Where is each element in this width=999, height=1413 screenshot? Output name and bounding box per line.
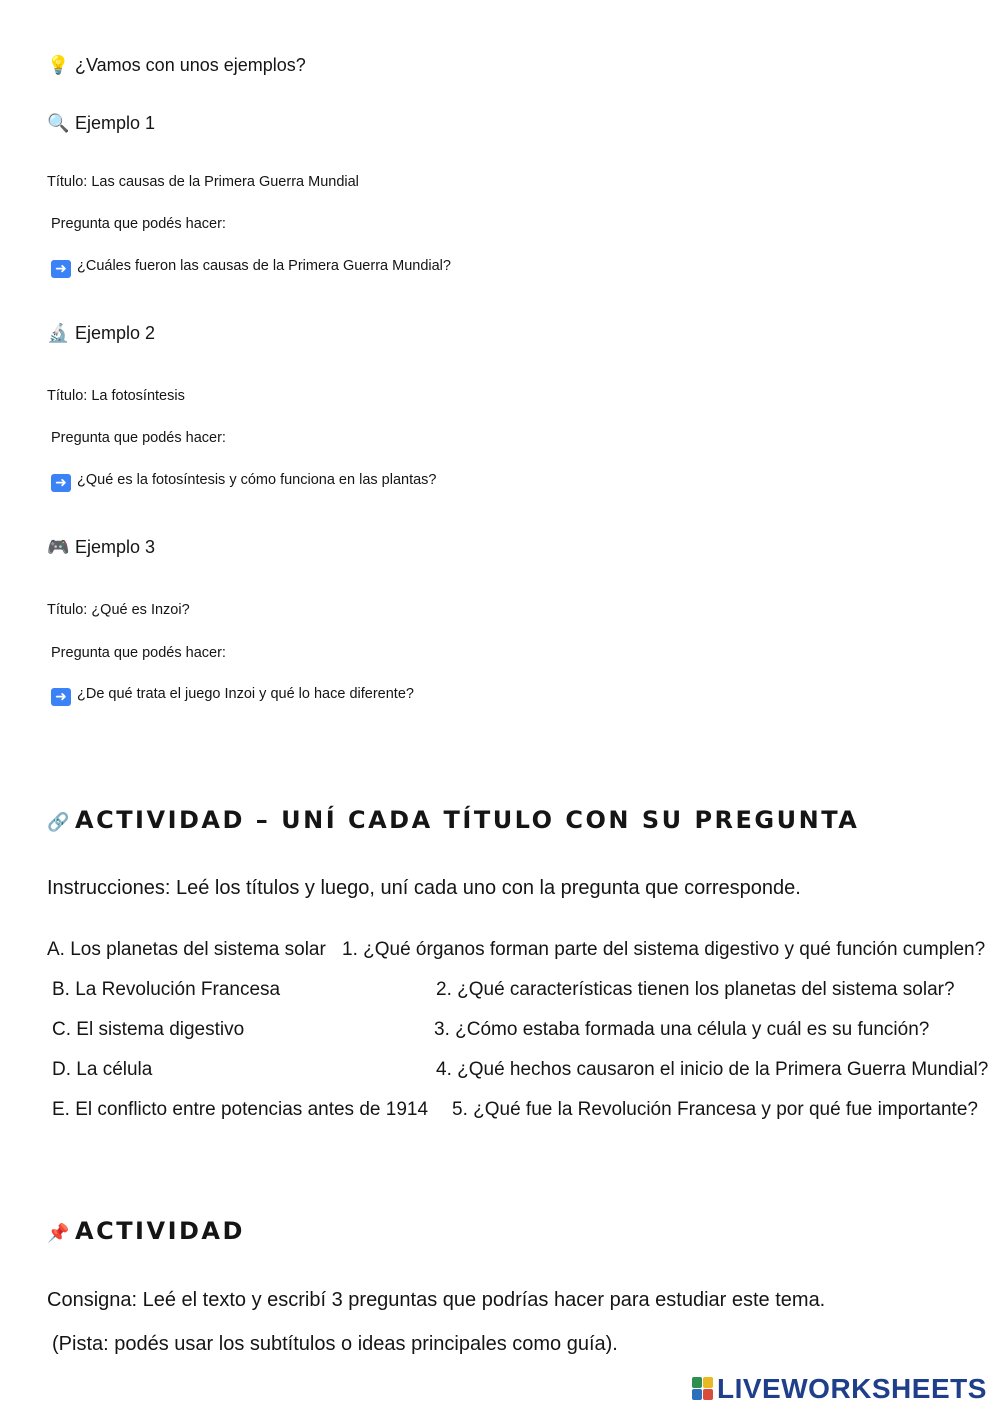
match-title-b[interactable]: B. La Revolución Francesa: [52, 979, 281, 1000]
liveworksheets-logo-icon: [692, 1377, 714, 1401]
pushpin-icon: 📌: [47, 1223, 72, 1244]
example-2-question: ➜ ¿Qué es la fotosíntesis y cómo funciona en las plantas?: [51, 472, 436, 492]
liveworksheets-logo: LIVEWORKSHEETS: [692, 1373, 987, 1405]
example-3-question: ➜ ¿De qué trata el juego Inzoi y qué lo hace diferente?: [51, 686, 414, 706]
activity-2-title: 📌 ACTIVIDAD: [47, 1217, 245, 1245]
match-title-c[interactable]: C. El sistema digestivo: [52, 1019, 245, 1040]
arrow-right-icon: ➜: [51, 688, 71, 706]
example-2-title: Título: La fotosíntesis: [47, 388, 185, 404]
example-2-heading: 🔬 Ejemplo 2: [47, 323, 156, 343]
arrow-right-icon: ➜: [51, 260, 71, 278]
example-3-heading: 🎮 Ejemplo 3: [47, 537, 156, 557]
example-1-title: Título: Las causas de la Primera Guerra Mundial: [47, 174, 359, 190]
match-title-e[interactable]: E. El conflicto entre potencias antes de 1914: [52, 1099, 429, 1120]
gamepad-icon: 🎮: [47, 537, 70, 557]
activity-2-consigna: Consigna: Leé el texto y escribí 3 preguntas que podrías hacer para estudiar este tema.: [47, 1289, 826, 1311]
match-question-3[interactable]: 3. ¿Cómo estaba formada una célula y cuál es su función?: [434, 1019, 930, 1040]
lightbulb-icon: 💡: [47, 55, 70, 75]
match-question-4[interactable]: 4. ¿Qué hechos causaron el inicio de la Primera Guerra Mundial?: [436, 1059, 989, 1080]
microscope-icon: 🔬: [47, 323, 70, 343]
magnifier-icon: 🔍: [47, 113, 70, 133]
example-2-question-label: Pregunta que podés hacer:: [51, 430, 226, 446]
link-icon: 🔗: [47, 812, 72, 833]
match-question-1[interactable]: 1. ¿Qué órganos forman parte del sistema digestivo y qué función cumplen?: [342, 939, 986, 960]
match-question-2[interactable]: 2. ¿Qué características tienen los planetas del sistema solar?: [436, 979, 955, 1000]
match-title-a[interactable]: A. Los planetas del sistema solar: [47, 939, 326, 960]
example-3-title: Título: ¿Qué es Inzoi?: [47, 602, 190, 618]
activity-1-instructions: Instrucciones: Leé los títulos y luego, uní cada uno con la pregunta que corresponde.: [47, 877, 801, 899]
activity-2-hint: (Pista: podés usar los subtítulos o ideas principales como guía).: [52, 1333, 618, 1355]
example-1-question: ➜ ¿Cuáles fueron las causas de la Primera Guerra Mundial?: [51, 258, 451, 278]
intro-heading: 💡 ¿Vamos con unos ejemplos?: [47, 55, 306, 75]
example-1-heading: 🔍 Ejemplo 1: [47, 113, 156, 133]
match-question-5[interactable]: 5. ¿Qué fue la Revolución Francesa y por qué fue importante?: [452, 1099, 978, 1120]
arrow-right-icon: ➜: [51, 474, 71, 492]
example-3-question-label: Pregunta que podés hacer:: [51, 645, 226, 661]
activity-1-title: 🔗 ACTIVIDAD – UNÍ CADA TÍTULO CON SU PREGUNTA: [47, 806, 860, 834]
match-title-d[interactable]: D. La célula: [52, 1059, 153, 1080]
example-1-question-label: Pregunta que podés hacer:: [51, 216, 226, 232]
